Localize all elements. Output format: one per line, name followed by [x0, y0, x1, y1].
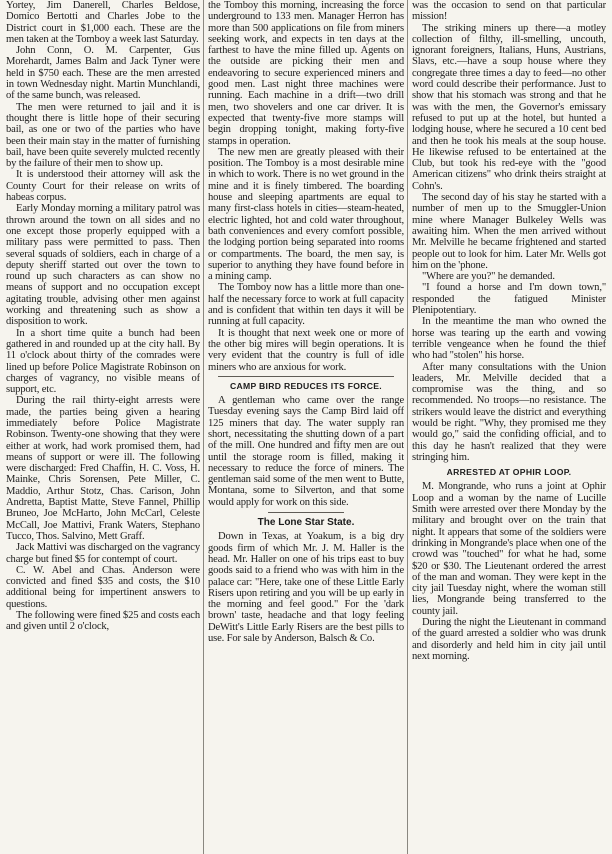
paragraph: John Conn, O. M. Carpenter, Gus Morehardt, James Balm and Jack Tyner were held in $750 each. These are the men arrested in town Wednesday night. Martin Munchlandi, of the same bunch, was released.	[6, 45, 200, 102]
paragraph: It is understood their attorney will ask the County Court for their release on writs of habeas corpus.	[6, 169, 200, 204]
paragraph: Jack Mattivi was discharged on the vagrancy charge but fined $5 for contempt of court.	[6, 542, 200, 565]
paragraph: C. W. Abel and Chas. Anderson were convicted and fined $35 and costs, the $10 additional being for impertinent answers to questions.	[6, 564, 200, 610]
paragraph: Down in Texas, at Yoakum, is a big dry goods firm of which Mr. J. M. Haller is the head. Mr. Haller on one of his trips east to buy goods said to a friend who was with him in the palace car: "Here, take one of these Little Early Risers upon retiring and you will be up early in the morning and feel good." For the 'dark brown' taste, headache and that logy feeling DeWitt's Little Early Risers are the best pills to use. For sale by Anderson, Balsch & Co.	[208, 531, 404, 645]
paragraph: During the night the Lieutenant in command of the guard arrested a soldier who was drunk and disorderly and held him in city jail until next morning.	[412, 617, 606, 662]
column-middle	[208, 0, 404, 854]
paragraph: The men were returned to jail and it is thought there is little hope of their securing bail, as one or two of the parties who have been their main stay in the matter of furnishing bail, have been quite severely mulcted recently by the failure of their men to show up.	[6, 101, 200, 170]
paragraph: In a short time quite a bunch had been gathered in and rounded up at the city hall. By 11 o'clock about thirty of the comrades were lined up before Police Magistrate Robinson on charges of vagrancy, no visible means of support, etc.	[6, 327, 200, 396]
paragraph: Early Monday morning a military patrol was thrown around the town on all sides and no one except those properly equipped with a military pass were permitted to pass. Then several squads of soldiers, each in charge of a deputy sheriff started out over the town to round up such characters as can show no means of support and no occupation except agitating trouble, advising other men against working and threatening such as show a disposition to work.	[6, 203, 200, 328]
heading-ophir-loop: ARRESTED AT OPHIR LOOP.	[446, 467, 572, 478]
column-rule	[407, 0, 408, 854]
paragraph: In the meantime the man who owned the horse was tearing up the earth and vowing terrible vengeance when he found the thief who had "stolen" his horse.	[412, 316, 606, 362]
heading-camp-bird: CAMP BIRD REDUCES ITS FORCE.	[230, 380, 382, 391]
paragraph: "Where are you?" he demanded.	[422, 271, 555, 283]
paragraph: The following were fined $25 and costs each and given until 2 o'clock,	[6, 610, 200, 633]
paragraph: was the occasion to send on that particular mission!	[412, 0, 606, 23]
paragraph: The Tomboy now has a little more than one-half the necessary force to work at full capacity and is confident that within ten days it will be running at full capacity.	[208, 282, 404, 328]
section-divider	[218, 376, 394, 377]
column-rule	[203, 0, 204, 854]
paragraph: During the rail thirty-eight arrests were made, the parties being given a hearing immediately before Police Magistrate Robinson. Twenty-one showing that they were either at work, had work promised them, had means of support or were ill. The following were discharged: Fred Chaffin, H. C. Voss, H. Mainke, Chris Sorensen, Pete Miller, C. Maddio, Arthur Stotz, Chas. Carison, John Andretta, Baptist Matte, Steve Fannel, Phillip Bruneo, Joe McHarto, John McCarl, Celeste McCall, Joe Mattivi, Frank Waters, Stephano Tucco, Thos. Salvino, Mett Graff.	[6, 395, 200, 542]
paragraph: The striking miners up there—a motley collection of filthy, ill-smelling, uncouth, ignorant foreigners, Italians, Huns, Austrians, Slavs, etc.—have a soup house where they congregate three times a day to feed—no other word could describe their performance. Just to show that his stomach was strong and that he was with the men, the Governor's emissary refused to put up at the hotel, but hunted a lodging house, where he secured a 10 cent bed and then he took his meals at the soup house. He likewise refused to be entertained at the Club, but took his red-eye with the "good American citizens" who drink theirs straight at Cohn's.	[412, 22, 606, 192]
paragraph: A gentleman who came over the range Tuesday evening says the Camp Bird laid off 125 miners that day. The water supply ran short, necessitating the shutting down of a part of the mill. One hundred and fifty men are out until the storage room is filled, making it necessary to reduce the force of miners. The gentleman said some of the men went to Butte, Montana, some to Silverton, and that some would apply for work on this side.	[208, 395, 404, 508]
paragraph: After many consultations with the Union leaders, Mr. Melville decided that a compromise was the thing, and so recommended. No troops—no resistance. The strikers would leave the district and everything would be right. "Why, they promised me they would go," said the confiding official, and to this day he hasn't realized that they were stringing him.	[412, 361, 606, 463]
paragraph: "I found a horse and I'm down town," responded the fatigued Minister Plenipotentiary.	[412, 282, 606, 317]
paragraph: The second day of his stay he started with a number of men up to the Smuggler-Union mine where Manager Bulkeley Wells was awaiting him. When the men arrived without Mr. Melville he became frightened and started people out to look for him. Later Mr. Wells got him on the 'phone.	[412, 192, 606, 271]
heading-lone-star: The Lone Star State.	[257, 517, 355, 529]
paragraph: M. Mongrande, who runs a joint at Ophir Loop and a woman by the name of Lucille Smith were arrested over there Monday by the military and brought over on the train that night. It appears that some of the soldiers were drinking in Mongrande's place when one of the crowd was "touched" for what he had, some $20 or $30. The Lieutenant ordered the arrest of the man and woman. They were kept in the city jail Tuesday night, where the woman still lies, Mongrande being transferred to the county jail.	[412, 481, 606, 617]
column-left	[6, 0, 200, 854]
section-divider	[268, 512, 344, 513]
column-right	[412, 0, 606, 854]
paragraph: Yortey, Jim Danerell, Charles Beldose, Domico Bertotti and Charles Jobe to the District court in $1,000 each. These are the men taken at the Tomboy a week last Saturday.	[6, 0, 200, 45]
paragraph: It is thought that next week one or more of the other big mires will begin operations. It is very evident that the country is full of idle miners who are anxious for work.	[208, 327, 404, 373]
paragraph: the Tomboy this morning, increasing the force underground to 133 men. Manager Herron has more than 500 applications on file from miners seeking work, and expects in ten days at the farthest to have the mine filled up. Agents on the outside are picking their men and endeavoring to secure experienced miners and good men. Last night three machines were running. Each machine in a drift—two drill men, two shovelers and one car driver. It is expected that twenty-five more stamps will begin dropping tonight, making forty-five stamps in operation.	[208, 0, 404, 147]
paragraph: The new men are greatly pleased with their position. The Tomboy is a most desirable mine in which to work. There is no wet ground in the mine and it is finely timbered. The boarding house and sleeping apartments are equal to many first-class hotels in cities—steam-heated, electric lighted, hot and cold water throughout, bath conveniences and every comfort possible, the lodging portion being separated into rooms or compartments. The board, the men say, is superior to anything they have found before in a mining camp.	[208, 146, 404, 283]
